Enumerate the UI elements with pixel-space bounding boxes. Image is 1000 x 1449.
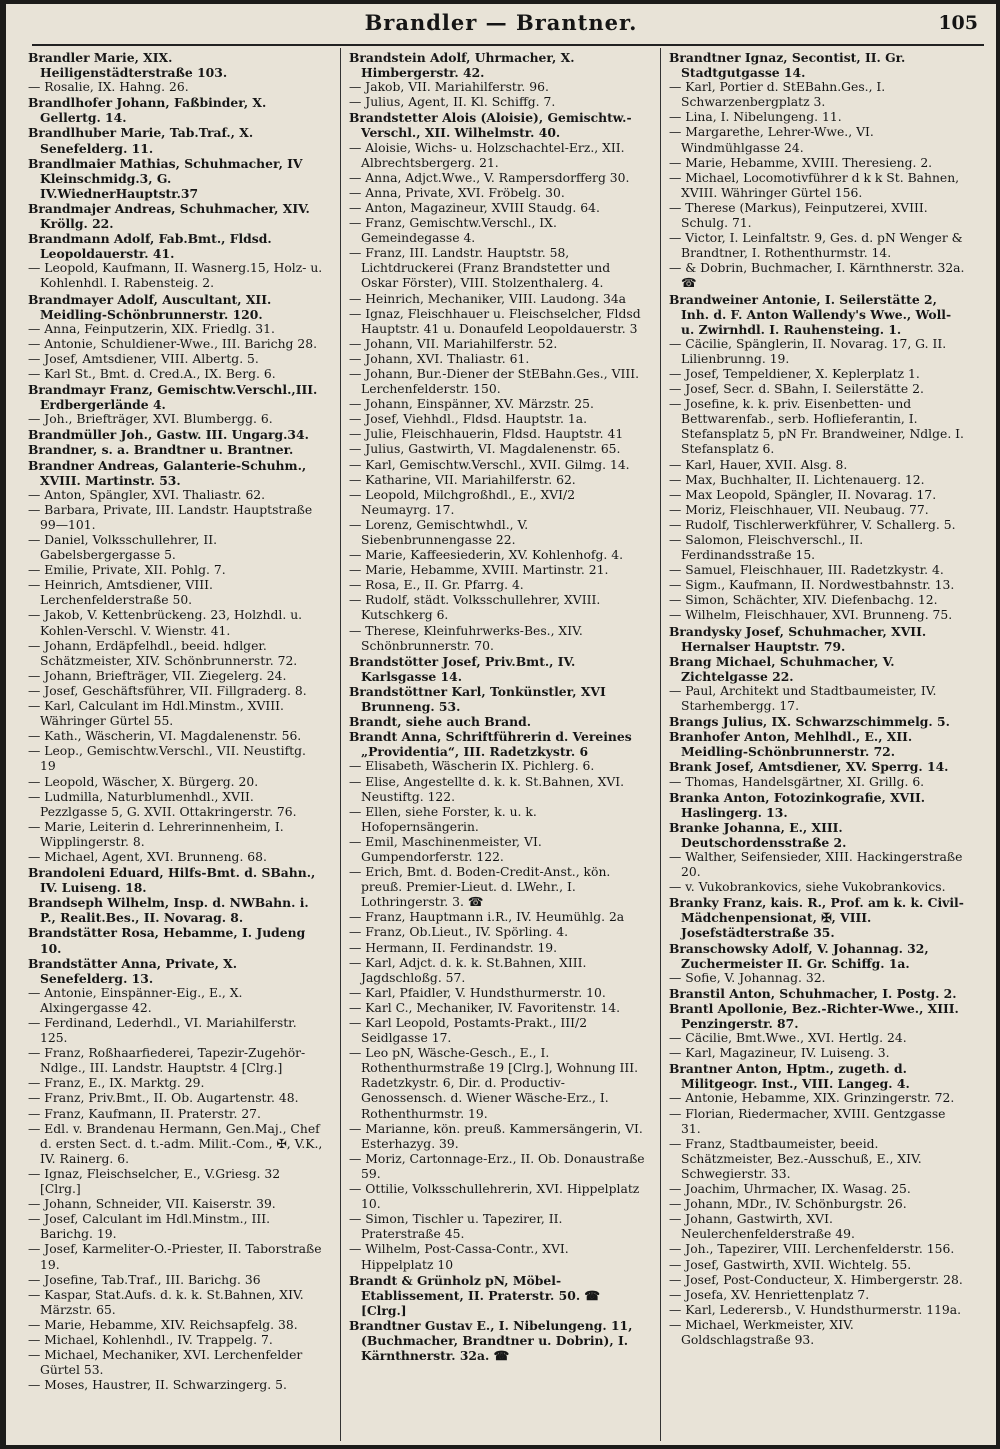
directory-entry: — Josef, Viehhdl., Fldsd. Hauptstr. 1a.	[349, 412, 587, 427]
directory-entry: — Therese, Kleinfuhrwerks-Bes., XIV. Schönbrunnerstr. 70.	[349, 623, 583, 653]
directory-entry: — Anton, Magazineur, XVIII Staudg. 64.	[349, 200, 600, 215]
directory-entry: — Margarethe, Lehrer-Wwe., VI. Windmühlgasse 24.	[669, 125, 874, 155]
directory-entry: Brandt, siehe auch Brand.	[349, 714, 532, 730]
directory-column-3	[669, 50, 965, 1348]
directory-entry: Brandlmaier Mathias, Schuhmacher, IV Kleinschmidg.3, G. IV.WiednerHauptstr.37	[28, 155, 303, 201]
directory-entry: — Elise, Angestellte d. k. k. St.Bahnen, XVI. Neustiftg. 122.	[349, 774, 625, 804]
directory-entry: Brandstein Adolf, Uhrmacher, X. Himbergerstr. 42.	[349, 50, 575, 81]
directory-entry: — Julius, Agent, II. Kl. Schiffg. 7.	[349, 95, 556, 110]
directory-entry: — Walther, Seifensieder, XIII. Hackingerstraße 20.	[669, 849, 963, 880]
directory-entry: — Josef, Geschäftsführer, VII. Fillgraderg. 8.	[28, 683, 307, 698]
directory-entry: — Erich, Bmt. d. Boden-Credit-Anst., kön. preuß. Premier-Lieut. d. LWehr., I. Lothringerstr. 3. ☎	[349, 865, 611, 910]
column-divider	[660, 48, 661, 1441]
directory-entry: Brangs Julius, IX. Schwarzschimmelg. 5.	[669, 714, 950, 730]
directory-entry: — Johann, Erdäpfelhdl., beeid. hdlger. Schätzmeister, XIV. Schönbrunnerstr. 72.	[28, 638, 298, 668]
directory-entry: — Samuel, Fleischhauer, III. Radetzkystr. 4.	[669, 563, 944, 578]
directory-entry: — Karl, Hauer, XVII. Alsg. 8.	[669, 457, 848, 472]
directory-entry: — Johann, Briefträger, VII. Ziegelerg. 24.	[28, 668, 287, 683]
directory-entry: — Aloisie, Wichs- u. Holzschachtel-Erz., XII. Albrechtsbergerg. 21.	[349, 140, 625, 170]
directory-entry: — Josefa, XV. Henriettenplatz 7.	[669, 1287, 870, 1302]
directory-entry: — Ludmilla, Naturblumenhdl., XVII. Pezzlgasse 5, G. XVII. Ottakringerstr. 76.	[28, 789, 297, 819]
directory-entry: — Antonie, Einspänner-Eig., E., X. Alxingergasse 42.	[28, 985, 243, 1015]
header-rule	[32, 44, 984, 46]
directory-entry: Brandysky Josef, Schuhmacher, XVII. Hernalser Hauptstr. 79.	[669, 623, 927, 654]
directory-entry: Brandstetter Alois (Aloisie), Gemischtw.-Verschl., XII. Wilhelmstr. 40.	[349, 110, 632, 141]
directory-entry: — Johann, Schneider, VII. Kaiserstr. 39.	[28, 1197, 276, 1212]
directory-entry: — Daniel, Volksschullehrer, II. Gabelsbergergasse 5.	[28, 533, 218, 563]
directory-entry: — Lina, I. Nibelungeng. 11.	[669, 110, 842, 125]
directory-entry: Brandt & Grünholz pN, Möbel-Etablissement, II. Praterstr. 50. ☎ [Clrg.]	[349, 1272, 600, 1318]
directory-entry: — Heinrich, Amtsdiener, VIII. Lerchenfelderstraße 50.	[28, 578, 213, 608]
directory-column-2	[349, 50, 645, 1363]
directory-entry: — Josef, Calculant im Hdl.Minstm., III. Barichg. 19.	[28, 1212, 270, 1242]
directory-entry: — Therese (Markus), Feinputzerei, XVIII. Schulg. 71.	[669, 200, 928, 231]
directory-entry: — Joh., Briefträger, XVI. Blumbergg. 6.	[28, 412, 273, 427]
directory-entry: — Moriz, Cartonnage-Erz., II. Ob. Donaustraße 59.	[349, 1151, 645, 1181]
directory-entry: Branky Franz, kais. R., Prof. am k. k. Civil-Mädchenpensionat, ✠, VIII. Josefstädterstraße 35.	[669, 895, 964, 941]
directory-entry: — Franz, Hauptmann i.R., IV. Heumühlg. 2a	[349, 910, 625, 925]
directory-entry: — Karl, Portier d. StEBahn.Ges., I. Schwarzenbergplatz 3.	[669, 80, 886, 110]
directory-entry: — Heinrich, Mechaniker, VIII. Laudong. 34a	[349, 291, 627, 306]
directory-entry: — Karl, Lederersb., V. Hundsthurmerstr. 119a.	[669, 1302, 962, 1317]
directory-entry: — & Dobrin, Buchmacher, I. Kärnthnerstr. 32a. ☎	[669, 261, 965, 291]
directory-entry: Brandstätter Rosa, Hebamme, I. Judeng 10.	[28, 925, 306, 956]
directory-entry: — Johann, Einspänner, XV. Märzstr. 25.	[349, 397, 594, 412]
directory-entry: — Wilhelm, Fleischhauer, XVI. Brunneng. 75.	[669, 608, 953, 623]
directory-entry: — Julius, Gastwirth, VI. Magdalenenstr. 65.	[349, 442, 621, 457]
directory-entry: — Antonie, Schuldiener-Wwe., III. Barichg 28.	[28, 336, 317, 351]
directory-entry: — Thomas, Handelsgärtner, XI. Grillg. 6.	[669, 774, 925, 789]
directory-entry: — Rosa, E., II. Gr. Pfarrg. 4.	[349, 578, 524, 593]
directory-entry: Brank Josef, Amtsdiener, XV. Sperrg. 14.	[669, 759, 949, 775]
column-divider	[340, 48, 341, 1441]
directory-entry: — Kaspar, Stat.Aufs. d. k. k. St.Bahnen, XIV. Märzstr. 65.	[28, 1287, 304, 1317]
directory-entry: — Franz, E., IX. Marktg. 29.	[28, 1076, 205, 1091]
directory-entry: — Simon, Schächter, XIV. Diefenbachg. 12.	[669, 593, 938, 608]
directory-entry: — Sofie, V. Johannag. 32.	[669, 970, 826, 985]
directory-entry: — Karl St., Bmt. d. Cred.A., IX. Berg. 6.	[28, 366, 276, 381]
directory-entry: Brandlhuber Marie, Tab.Traf., X. Senefelderg. 11.	[28, 125, 254, 156]
directory-entry: — Johann, Gastwirth, XVI. Neulerchenfelderstraße 49.	[669, 1212, 855, 1242]
directory-entry: — Anna, Feinputzerin, XIX. Friedlg. 31.	[28, 321, 275, 336]
directory-entry: Brandlhofer Johann, Faßbinder, X. Gellertg. 14.	[28, 95, 267, 126]
directory-entry: Brantner Anton, Hptm., zugeth. d. Militgeogr. Inst., VIII. Langeg. 4.	[669, 1061, 910, 1092]
directory-entry: — Karl Leopold, Postamts-Prakt., III/2 Seidlgasse 17.	[349, 1016, 588, 1046]
directory-entry: Brandtner Gustav E., I. Nibelungeng. 11, (Buchmacher, Brandtner u. Dobrin), I. Kärnthnerstr. 32a. ☎	[349, 1317, 633, 1364]
directory-entry: — Katharine, VII. Mariahilferstr. 62.	[349, 472, 576, 487]
directory-entry: Branstil Anton, Schuhmacher, I. Postg. 2.	[669, 985, 957, 1001]
directory-entry: — Johann, MDr., IV. Schönburgstr. 26.	[669, 1197, 907, 1212]
directory-entry: — Max, Buchhalter, II. Lichtenauerg. 12.	[669, 472, 925, 487]
directory-entry: — Ignaz, Fleischhauer u. Fleischselcher, Fldsd Hauptstr. 41 u. Donaufeld Leopoldauerstr. 3	[349, 306, 641, 336]
directory-entry: — Emil, Maschinenmeister, VI. Gumpendorferstr. 122.	[349, 834, 542, 864]
directory-entry: — Barbara, Private, III. Landstr. Hauptstraße 99—101.	[28, 502, 313, 532]
directory-entry: — Michael, Locomotivführer d k k St. Bahnen, XVIII. Währinger Gürtel 156.	[669, 170, 960, 200]
directory-entry: Branhofer Anton, Mehlhdl., E., XII. Meidling-Schönbrunnerstr. 72.	[669, 729, 913, 760]
directory-entry: — Karl, Adjct. d. k. k. St.Bahnen, XIII. Jagdschloßg. 57.	[349, 955, 587, 985]
directory-entry: — Victor, I. Leinfaltstr. 9, Ges. d. pN Wenger & Brandtner, I. Rothenthurmstr. 14.	[669, 231, 963, 261]
directory-entry: — Lorenz, Gemischtwhdl., V. Siebenbrunnengasse 22.	[349, 517, 529, 547]
directory-entry: Brandseph Wilhelm, Insp. d. NWBahn. i. P., Realit.Bes., II. Novarag. 8.	[28, 895, 309, 926]
directory-entry: — Cäcilie, Spänglerin, II. Novarag. 17, G. II. Lilienbrunng. 19.	[669, 336, 947, 366]
directory-entry: — Franz, Gemischtw.Verschl., IX. Gemeindegasse 4.	[349, 216, 557, 246]
directory-entry: Brandner Andreas, Galanterie-Schuhm., XVIII. Martinstr. 53.	[28, 457, 307, 488]
directory-entry: — Josef, Post-Conducteur, X. Himbergerstr. 28.	[669, 1272, 963, 1287]
directory-entry: Branschowsky Adolf, V. Johannag. 32, Zuchermeister II. Gr. Schiffg. 1a.	[669, 940, 929, 971]
directory-column-1	[28, 50, 324, 1393]
directory-entry: — Anton, Spängler, XVI. Thaliastr. 62.	[28, 487, 266, 502]
directory-entry: — Marianne, kön. preuß. Kammersängerin, VI. Esterhazyg. 39.	[349, 1121, 643, 1151]
page-number: 105	[938, 12, 978, 34]
directory-entry: — Moriz, Fleischhauer, VII. Neubaug. 77.	[669, 502, 929, 517]
directory-entry: — Johann, XVI. Thaliastr. 61.	[349, 351, 530, 366]
directory-entry: — Paul, Architekt und Stadtbaumeister, IV. Starhembergg. 17.	[669, 683, 937, 714]
directory-entry: — Josef, Secr. d. SBahn, I. Seilerstätte 2.	[669, 382, 924, 397]
directory-entry: Brandoleni Eduard, Hilfs-Bmt. d. SBahn., IV. Luiseng. 18.	[28, 865, 316, 896]
directory-entry: — Jakob, V. Kettenbrückeng. 23, Holzhdl. u. Kohlen-Verschl. V. Wienstr. 41.	[28, 608, 303, 638]
directory-entry: — Joachim, Uhrmacher, IX. Wasag. 25.	[669, 1182, 911, 1197]
directory-entry: — Josef, Amtsdiener, VIII. Albertg. 5.	[28, 351, 259, 366]
directory-entry: — Jakob, VII. Mariahilferstr. 96.	[349, 80, 549, 95]
directory-entry: — Leopold, Kaufmann, II. Wasnerg.15, Holz- u. Kohlenhdl. I. Rabensteig. 2.	[28, 261, 323, 291]
directory-entry: — Marie, Kaffeesiederin, XV. Kohlenhofg. 4.	[349, 548, 624, 563]
directory-entry: — Rudolf, städt. Volksschullehrer, XVIII. Kutschkerg 6.	[349, 593, 601, 623]
directory-entry: — Josefine, k. k. priv. Eisenbetten- und Bettwarenfab., serb. Hoflieferantin, I. Stefansplatz 5, pN Fr. Brandweiner, Ndlge. I. Stefansplatz 6.	[669, 397, 964, 457]
directory-entry: — Rosalie, IX. Hahng. 26.	[28, 80, 189, 95]
directory-entry: — Franz, Roßhaarfiederei, Tapezir-Zugehör-Ndlge., III. Landstr. Hauptstr. 4 [Clrg.]	[28, 1046, 306, 1076]
directory-entry: — Josef, Karmeliter-O.-Priester, II. Taborstraße 19.	[28, 1242, 322, 1272]
directory-entry: Brandmayr Franz, Gemischtw.Verschl.,III. Erdbergerlände 4.	[28, 382, 318, 413]
directory-entry: — Edl. v. Brandenau Hermann, Gen.Maj., Chef d. ersten Sect. d. t.-adm. Milit.-Com., ✠, V.K., IV. Rainerg. 6.	[28, 1121, 323, 1166]
directory-entry: — Franz, Ob.Lieut., IV. Spörling. 4.	[349, 925, 569, 940]
directory-entry: Brandt Anna, Schriftführerin d. Vereines „Providentia“, III. Radetzkystr. 6	[349, 729, 632, 760]
directory-entry: — v. Vukobrankovics, siehe Vukobrankovics.	[669, 880, 946, 895]
directory-entry: — Cäcilie, Bmt.Wwe., XVI. Hertlg. 24.	[669, 1031, 907, 1046]
directory-entry: — Leopold, Milchgroßhdl., E., XVI/2 Neumayrg. 17.	[349, 487, 576, 517]
directory-entry: — Joh., Tapezirer, VIII. Lerchenfelderstr. 156.	[669, 1242, 955, 1257]
directory-entry: — Michael, Agent, XVI. Brunneng. 68.	[28, 849, 267, 864]
directory-page	[6, 4, 996, 1445]
directory-entry: — Josef, Tempeldiener, X. Keplerplatz 1.	[669, 366, 920, 381]
directory-entry: Brandstötter Josef, Priv.Bmt., IV. Karlsgasse 14.	[349, 653, 576, 684]
directory-entry: — Leopold, Wäscher, X. Bürgerg. 20.	[28, 774, 259, 789]
directory-entry: Brantl Apollonie, Bez.-Richter-Wwe., XIII. Penzingerstr. 87.	[669, 1000, 959, 1031]
directory-entry: Brandtner Ignaz, Secontist, II. Gr. Stadtgutgasse 14.	[669, 50, 906, 81]
directory-entry: Brandstätter Anna, Private, X. Senefelderg. 13.	[28, 955, 238, 986]
directory-entry: — Moses, Haustrer, II. Schwarzingerg. 5.	[28, 1378, 287, 1393]
directory-entry: Brandstöttner Karl, Tonkünstler, XVI Brunneng. 53.	[349, 683, 606, 715]
directory-entry: — Leo pN, Wäsche-Gesch., E., I. Rothenthurmstraße 19 [Clrg.], Wohnung III. Radetzkystr. 6, Dir. d. Productiv-Genossensch. d. Wiener Wäsche-Erz., I. Rothenthurmstr. 19.	[349, 1046, 639, 1121]
directory-entry: — Karl, Magazineur, IV. Luiseng. 3.	[669, 1046, 890, 1061]
directory-entry: Branka Anton, Fotozinkografie, XVII. Haslingerg. 13.	[669, 789, 926, 820]
directory-entry: Brang Michael, Schuhmacher, V. Zichtelgasse 22.	[669, 653, 895, 684]
directory-entry: — Ignaz, Fleischselcher, E., V.Griesg. 32 [Clrg.]	[28, 1166, 281, 1197]
directory-entry: — Marie, Hebamme, XIV. Reichsapfelg. 38.	[28, 1317, 298, 1332]
directory-entry: — Marie, Leiterin d. Lehrerinnenheim, I. Wipplingerstr. 8.	[28, 819, 284, 849]
directory-entry: — Florian, Riedermacher, XVIII. Gentzgasse 31.	[669, 1106, 946, 1136]
directory-entry: Brandner, s. a. Brandtner u. Brantner.	[28, 442, 294, 458]
directory-entry: Branke Johanna, E., XIII. Deutschordensstraße 2.	[669, 819, 847, 850]
directory-entry: — Johann, Bur.-Diener der StEBahn.Ges., VIII. Lerchenfelderstr. 150.	[349, 366, 640, 397]
directory-entry: — Franz, Priv.Bmt., II. Ob. Augartenstr. 48.	[28, 1091, 299, 1106]
directory-entry: — Ferdinand, Lederhdl., VI. Mariahilferstr. 125.	[28, 1016, 297, 1046]
directory-entry: Brandler Marie, XIX. Heiligenstädterstraße 103.	[28, 50, 228, 81]
directory-entry: — Sigm., Kaufmann, II. Nordwestbahnstr. 13.	[669, 578, 955, 593]
directory-entry: Brandmüller Joh., Gastw. III. Ungarg.34.	[28, 427, 309, 443]
directory-entry: — Salomon, Fleischverschl., II. Ferdinandsstraße 15.	[669, 533, 864, 563]
directory-entry: — Ottilie, Volksschullehrerin, XVI. Hippelplatz 10.	[349, 1182, 640, 1212]
directory-entry: — Franz, Stadtbaumeister, beeid. Schätzmeister, Bez.-Ausschuß, E., XIV. Schwegierstr. 33.	[669, 1136, 922, 1181]
directory-entry: — Josef, Gastwirth, XVII. Wichtelg. 55.	[669, 1257, 912, 1272]
directory-entry: — Karl C., Mechaniker, IV. Favoritenstr. 14.	[349, 1000, 620, 1015]
directory-entry: — Kath., Wäscherin, VI. Magdalenenstr. 56.	[28, 729, 302, 744]
directory-entry: — Michael, Kohlenhdl., IV. Trappelg. 7.	[28, 1332, 273, 1347]
directory-entry: — Julie, Fleischhauerin, Fldsd. Hauptstr. 41	[349, 427, 624, 442]
directory-entry: — Leop., Gemischtw.Verschl., VII. Neustiftg. 19	[28, 744, 306, 774]
directory-entry: — Marie, Hebamme, XVIII. Martinstr. 21.	[349, 563, 609, 578]
directory-entry: — Johann, VII. Mariahilferstr. 52.	[349, 336, 558, 351]
directory-entry: — Michael, Werkmeister, XIV. Goldschlagstraße 93.	[669, 1317, 854, 1347]
directory-entry: Brandmayer Adolf, Auscultant, XII. Meidling-Schönbrunnerstr. 120.	[28, 291, 272, 322]
directory-entry: Brandmann Adolf, Fab.Bmt., Fldsd. Leopoldauerstr. 41.	[28, 231, 272, 262]
directory-entry: Brandmajer Andreas, Schuhmacher, XIV. Kröllg. 22.	[28, 200, 310, 232]
directory-entry: — Anna, Adjct.Wwe., V. Rampersdorfferg 30.	[349, 170, 630, 185]
directory-entry: — Elisabeth, Wäscherin IX. Pichlerg. 6.	[349, 759, 595, 774]
page-header-title: Brandler — Brantner.	[364, 10, 638, 35]
directory-entry: — Rudolf, Tischlerwerkführer, V. Schallerg. 5.	[669, 517, 956, 532]
directory-entry: — Karl, Pfaidler, V. Hundsthurmerstr. 10.	[349, 985, 606, 1000]
directory-entry: — Emilie, Private, XII. Pohlg. 7.	[28, 563, 226, 578]
directory-entry: — Karl, Gemischtw.Verschl., XVII. Gilmg. 14.	[349, 457, 630, 472]
directory-entry: — Ellen, siehe Forster, k. u. k. Hofopernsängerin.	[349, 804, 537, 834]
directory-entry: — Hermann, II. Ferdinandstr. 19.	[349, 940, 558, 955]
directory-entry: — Simon, Tischler u. Tapezirer, II. Praterstraße 45.	[349, 1212, 563, 1242]
directory-entry: — Karl, Calculant im Hdl.Minstm., XVIII. Währinger Gürtel 55.	[28, 699, 284, 729]
directory-entry: — Michael, Mechaniker, XVI. Lerchenfelder Gürtel 53.	[28, 1348, 303, 1378]
directory-entry: — Josefine, Tab.Traf., III. Barichg. 36	[28, 1272, 261, 1287]
directory-entry: — Antonie, Hebamme, XIX. Grinzingerstr. 72.	[669, 1091, 955, 1106]
directory-entry: — Wilhelm, Post-Cassa-Contr., XVI. Hippelplatz 10	[349, 1242, 569, 1272]
directory-entry: — Franz, III. Landstr. Hauptstr. 58, Lichtdruckerei (Franz Brandstetter und Oskar Förster), VIII. Stolzenthalerg. 4.	[349, 246, 611, 291]
directory-entry: Brandweiner Antonie, I. Seilerstätte 2, Inh. d. F. Anton Wallendy's Wwe., Woll- u. Zwirnhdl. I. Rauhensteing. 1.	[669, 291, 952, 337]
directory-entry: — Max Leopold, Spängler, II. Novarag. 17.	[669, 487, 937, 502]
directory-entry: — Anna, Private, XVI. Fröbelg. 30.	[349, 185, 565, 200]
directory-entry: — Franz, Kaufmann, II. Praterstr. 27.	[28, 1106, 261, 1121]
directory-entry: — Marie, Hebamme, XVIII. Theresieng. 2.	[669, 155, 933, 170]
